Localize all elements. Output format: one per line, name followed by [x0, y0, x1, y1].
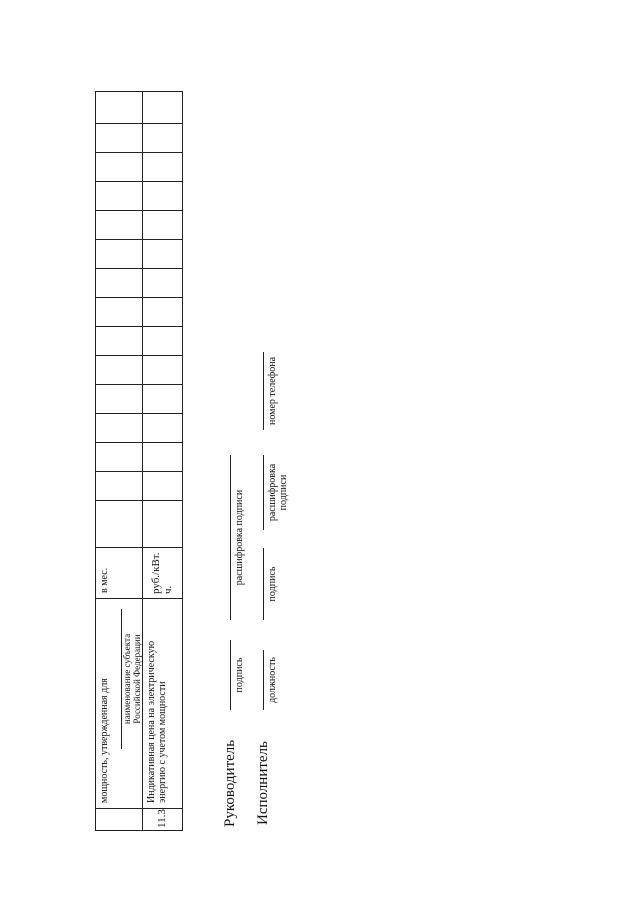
table-col-line — [95, 384, 183, 385]
head-signature-caption: подпись — [234, 657, 245, 693]
table-col-line — [95, 239, 183, 240]
head-decoding-line — [230, 455, 231, 620]
executor-position-caption: должность — [267, 657, 278, 703]
head-decoding-caption: расшифровка подписи — [234, 489, 245, 586]
executor-signature-line — [263, 548, 264, 620]
executor-phone-line — [263, 352, 264, 430]
row-unit: руб./кВт. ч. — [150, 552, 174, 594]
table-border-top — [95, 91, 96, 831]
table-col-line — [95, 91, 183, 92]
executor-decoding-line — [263, 455, 264, 530]
table-header-unit: в мес. — [99, 567, 110, 593]
subject-caption: наименование субъекта Российской Федерации — [122, 633, 142, 725]
row-description: Индикативная цена на электрическую энергию с учетом мощности — [146, 640, 168, 803]
table-col-line — [95, 598, 183, 599]
executor-signature-caption: подпись — [267, 566, 278, 602]
head-signature-line — [230, 640, 231, 710]
table-col-line — [95, 808, 183, 809]
table-row-divider — [142, 91, 143, 831]
table-col-line — [95, 326, 183, 327]
table-col-line — [95, 123, 183, 124]
table-border-bottom — [182, 91, 183, 831]
table-col-line — [95, 355, 183, 356]
table-header-text: мощность, утвержденная для — [99, 678, 110, 803]
table-col-line — [95, 471, 183, 472]
table-col-line — [95, 500, 183, 501]
table-col-line — [95, 210, 183, 211]
table-col-line — [95, 830, 183, 831]
table-col-line — [95, 442, 183, 443]
executor-decoding-caption: расшифровка подписи — [267, 463, 289, 522]
row-number: 11.3 — [156, 809, 168, 828]
table-col-line — [95, 413, 183, 414]
table-col-line — [95, 547, 183, 548]
form-table — [95, 91, 183, 831]
head-label: Руководитель — [222, 739, 238, 827]
executor-phone-caption: номер телефона — [267, 356, 278, 426]
executor-label: Исполнитель — [255, 741, 271, 825]
executor-position-line — [263, 650, 264, 710]
table-col-line — [95, 297, 183, 298]
table-col-line — [95, 268, 183, 269]
table-col-line — [95, 152, 183, 153]
table-col-line — [95, 181, 183, 182]
